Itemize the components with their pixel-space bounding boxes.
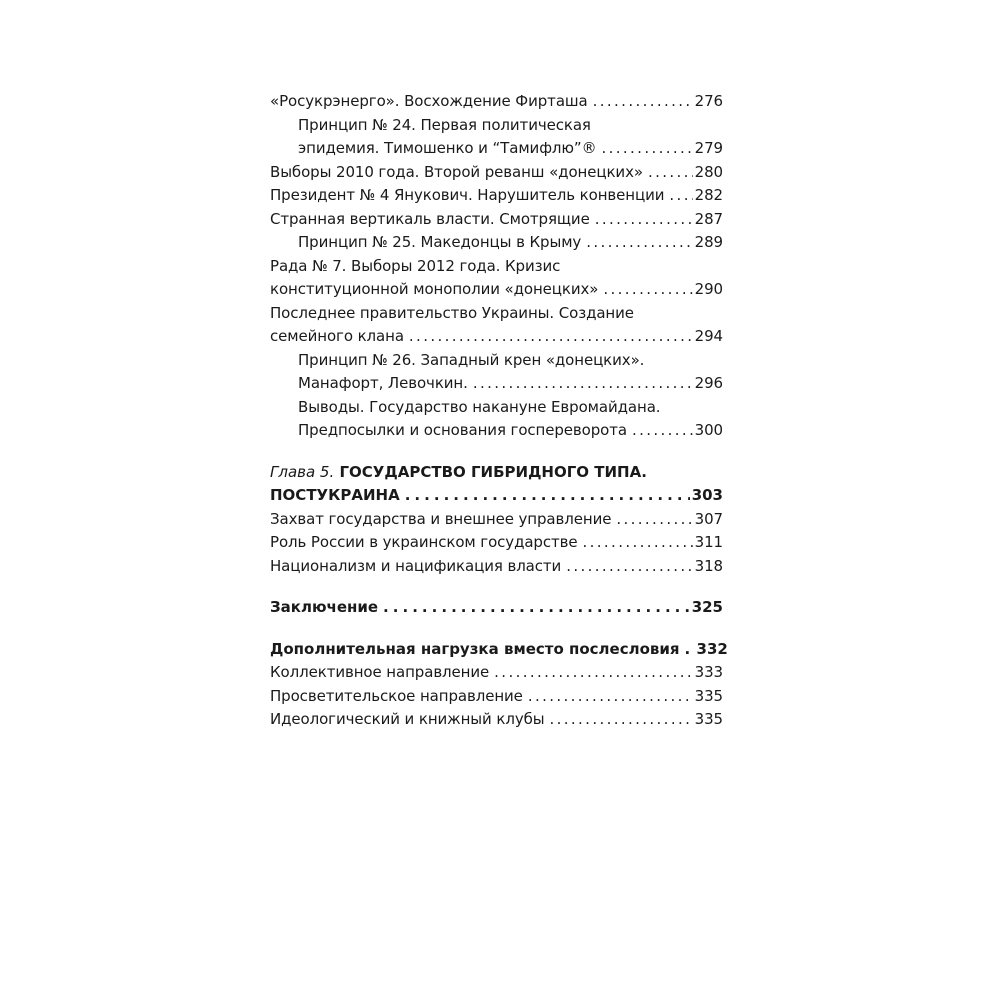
toc-page-number: 333 bbox=[694, 663, 723, 681]
toc-page-number: 325 bbox=[691, 598, 723, 616]
toc-page-number: 287 bbox=[694, 209, 723, 228]
dot-leader bbox=[409, 325, 693, 349]
toc-entry-title: Последнее правительство Украины. Создание bbox=[270, 303, 634, 322]
toc-page-number: 282 bbox=[694, 186, 723, 204]
toc-entry[interactable] bbox=[270, 184, 723, 208]
toc-entry[interactable] bbox=[270, 161, 723, 185]
toc-entry-title-cont: конституционной монополии «донецких» bbox=[270, 280, 599, 298]
toc-entry-title: Принцип № 26. Западный крен «донецких». bbox=[298, 350, 645, 369]
dot-leader bbox=[550, 708, 693, 732]
toc-page-number: 280 bbox=[694, 162, 723, 181]
toc-entry-title: Идеологический и книжный клубы bbox=[270, 710, 545, 728]
toc-entry-title-cont: Манафорт, Левочкин. bbox=[298, 374, 468, 392]
toc-entry-title-cont: эпидемия. Тимошенко и “Тамифлю”® bbox=[298, 139, 597, 157]
toc-entry-title: «Росукрэнерго». Восхождение Фирташа bbox=[270, 92, 588, 110]
dot-leader bbox=[632, 419, 693, 443]
toc-entry[interactable] bbox=[270, 255, 723, 302]
toc-entry-title: Принцип № 25. Македонцы в Крыму bbox=[298, 233, 582, 251]
toc-page-number: 311 bbox=[694, 533, 723, 551]
toc-entry[interactable] bbox=[270, 231, 723, 255]
toc-page-number: 307 bbox=[694, 509, 723, 528]
dot-leader bbox=[528, 685, 693, 709]
toc-entry-title: Принцип № 24. Первая политическая bbox=[298, 115, 591, 134]
dot-leader bbox=[405, 484, 690, 508]
toc-entry[interactable] bbox=[270, 531, 723, 555]
toc-page-number: 290 bbox=[694, 280, 723, 298]
toc-entry-title-cont: Предпосылки и основания госпереворота bbox=[298, 421, 627, 439]
dot-leader bbox=[593, 90, 693, 114]
table-of-contents bbox=[270, 90, 728, 732]
toc-entry[interactable] bbox=[270, 114, 723, 161]
dot-leader bbox=[616, 508, 692, 532]
toc-entry[interactable] bbox=[270, 396, 723, 443]
toc-entry-title: Национализм и нацификация власти bbox=[270, 556, 562, 575]
toc-afterword[interactable] bbox=[270, 638, 728, 662]
toc-page-number: 300 bbox=[694, 421, 723, 439]
toc-entry-title: Выводы. Государство накануне Евромайдана. bbox=[298, 397, 661, 416]
toc-entry-title: Заключение bbox=[270, 598, 379, 616]
toc-entry[interactable] bbox=[270, 302, 723, 349]
chapter-prefix: Глава 5. bbox=[270, 462, 335, 481]
toc-conclusion[interactable] bbox=[270, 596, 723, 620]
dot-leader bbox=[595, 208, 693, 232]
toc-page-number: 335 bbox=[694, 710, 723, 728]
toc-page-number: 335 bbox=[694, 686, 723, 705]
dot-leader bbox=[583, 531, 693, 555]
dot-leader bbox=[586, 231, 692, 255]
toc-page-number: 332 bbox=[696, 639, 728, 658]
dot-leader bbox=[602, 137, 693, 161]
toc-page-number: 303 bbox=[691, 486, 723, 504]
toc-entry-title: Выборы 2010 года. Второй реванш «донецких» bbox=[270, 162, 643, 181]
toc-page-number: 294 bbox=[694, 327, 723, 345]
toc-page-number: 296 bbox=[694, 374, 723, 392]
toc-entry-title: Рада № 7. Выборы 2012 года. Кризис bbox=[270, 256, 561, 275]
toc-entry-title: Захват государства и внешнее управление bbox=[270, 509, 612, 528]
toc-entry-title: Странная вертикаль власти. Смотрящие bbox=[270, 209, 590, 228]
toc-entry-title: Роль России в украинском государстве bbox=[270, 533, 578, 551]
toc-entry-title: Дополнительная нагрузка вместо послесловия bbox=[270, 639, 680, 658]
toc-chapter-heading[interactable] bbox=[270, 461, 723, 508]
dot-leader bbox=[383, 596, 690, 620]
toc-entry[interactable] bbox=[270, 685, 723, 709]
toc-entry[interactable] bbox=[270, 661, 723, 685]
chapter-title: ГОСУДАРСТВО ГИБРИДНОГО ТИПА. bbox=[339, 462, 647, 481]
dot-leader bbox=[685, 638, 695, 662]
toc-entry[interactable] bbox=[270, 349, 723, 396]
dot-leader bbox=[473, 372, 693, 396]
toc-page-number: 318 bbox=[694, 556, 723, 575]
toc-entry[interactable] bbox=[270, 555, 723, 579]
dot-leader bbox=[648, 161, 693, 185]
toc-entry[interactable] bbox=[270, 508, 723, 532]
toc-page-number: 279 bbox=[694, 139, 723, 157]
dot-leader bbox=[603, 278, 692, 302]
toc-entry[interactable] bbox=[270, 208, 723, 232]
dot-leader bbox=[494, 661, 692, 685]
chapter-title-cont: ПОСТУКРАИНА bbox=[270, 486, 400, 504]
toc-page-number: 289 bbox=[694, 233, 723, 251]
toc-entry-title: Просветительское направление bbox=[270, 686, 523, 705]
toc-entry-title: Президент № 4 Янукович. Нарушитель конвенции bbox=[270, 186, 665, 204]
toc-page-number: 276 bbox=[694, 92, 723, 110]
toc-entry[interactable] bbox=[270, 708, 723, 732]
toc-entry-title: Коллективное направление bbox=[270, 663, 490, 681]
dot-leader bbox=[566, 555, 692, 579]
dot-leader bbox=[669, 184, 692, 208]
toc-entry-title-cont: семейного клана bbox=[270, 327, 404, 345]
toc-entry[interactable] bbox=[270, 90, 723, 114]
